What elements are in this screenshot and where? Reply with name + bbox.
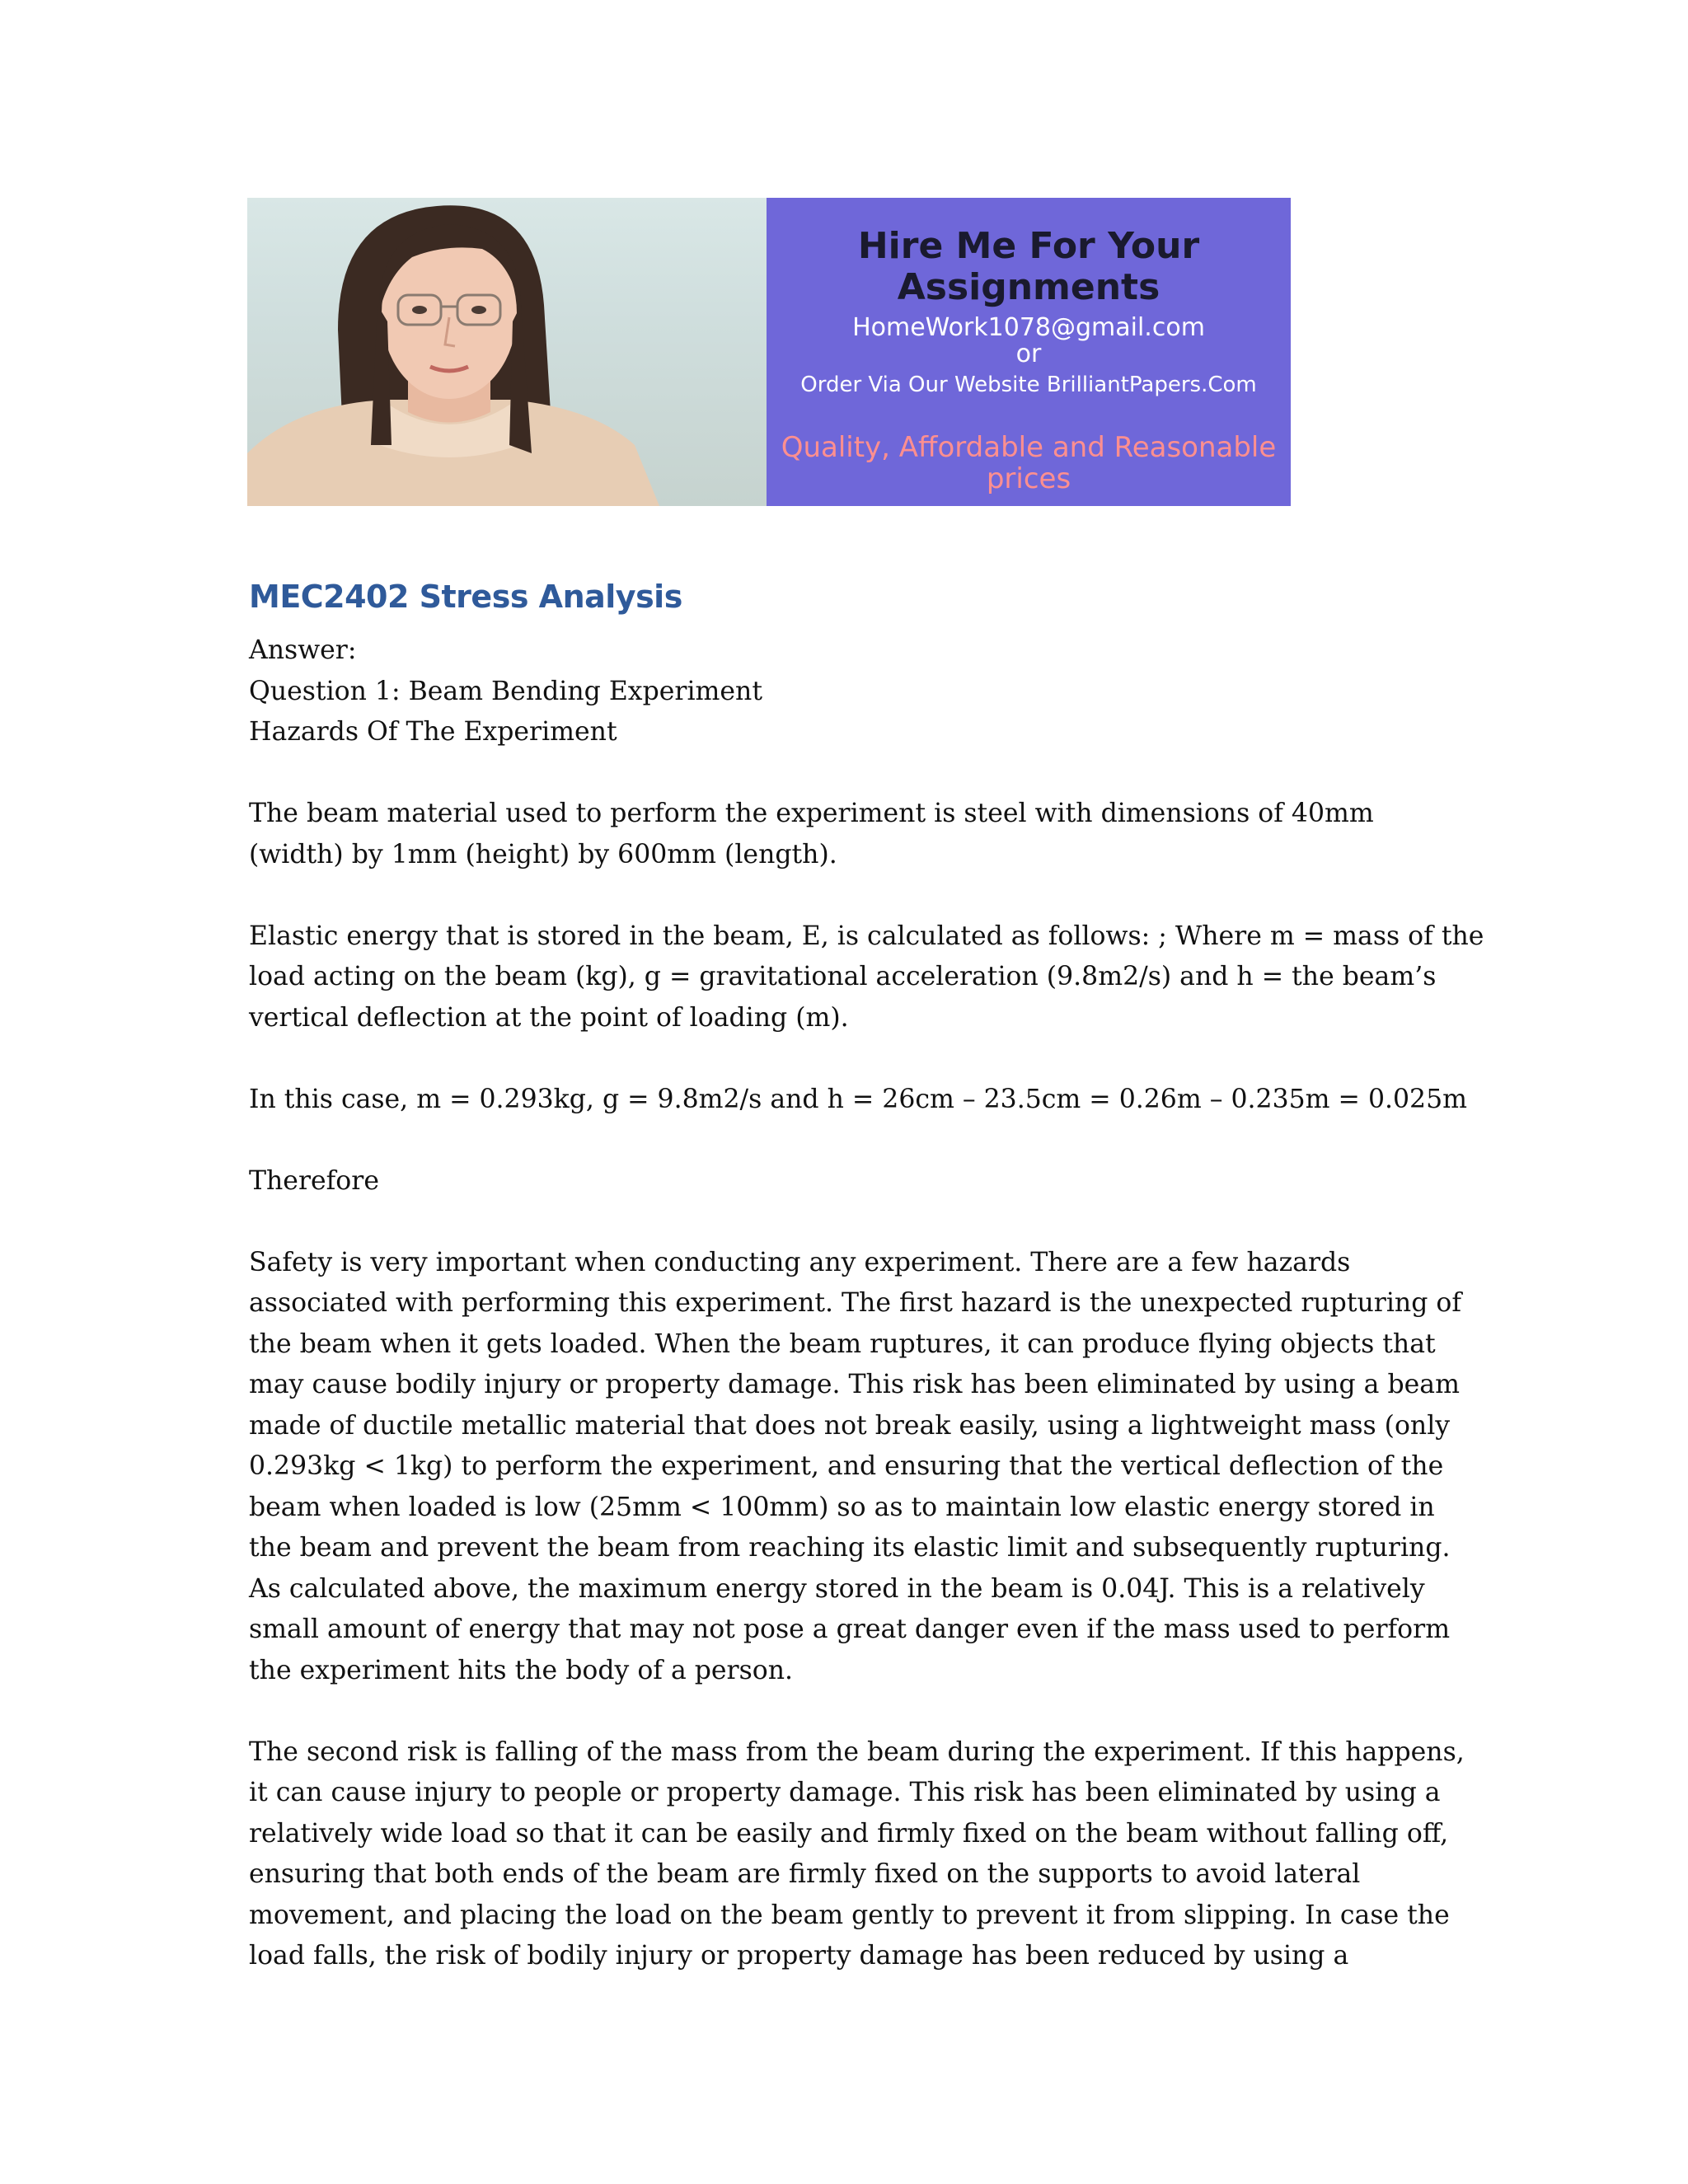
ad-or: or — [1015, 340, 1042, 368]
paragraph-beam-material: The beam material used to perform the experiment is steel with dimensions of 40mm (width) by 1mm (height) by 600mm (length). — [249, 799, 1374, 869]
ad-headline: Hire Me For Your Assignments — [857, 225, 1200, 308]
document-body — [249, 630, 1485, 1977]
ad-tagline: Quality, Affordable and Reasonable prices — [781, 431, 1277, 495]
answer-label: Answer: — [249, 635, 357, 665]
advertisement-text-panel — [767, 198, 1291, 506]
ad-email: HomeWork1078@gmail.com — [852, 313, 1205, 342]
woman-portrait-photo — [247, 198, 767, 506]
ad-order-website: Order Via Our Website BrilliantPapers.Com — [800, 373, 1257, 397]
paragraph-therefore: Therefore — [249, 1165, 379, 1196]
document-title: MEC2402 Stress Analysis — [249, 579, 682, 615]
paragraph-values: In this case, m = 0.293kg, g = 9.8m2/s and h = 26cm – 23.5cm = 0.26m – 0.235m = 0.025m — [249, 1084, 1468, 1114]
paragraph-safety-hazard-2: The second risk is falling of the mass from the beam during the experiment. If this happens, it can cause injury to people or property damage. This risk has been eliminated by using a relatively wide load so that it can be easily and firmly fixed on the beam without falling off, ensuring that both ends of the beam are firmly fixed on the supports to avoid lateral movement, and placing the load on the beam gently to prevent it from slipping. In case the load falls, the risk of bodily injury or property damage has been reduced by using a — [249, 1736, 1465, 1971]
question-heading: Question 1: Beam Bending Experiment — [249, 676, 762, 706]
paragraph-elastic-energy: Elastic energy that is stored in the beam, E, is calculated as follows: ; Where m = mass of the load acting on the beam (kg), g = gravitational acceleration (9.8m2/s) and h = the beam’s vertical deflection at the point of loading (m). — [249, 921, 1484, 1033]
section-heading: Hazards Of The Experiment — [249, 717, 617, 747]
portrait-illustration — [247, 198, 767, 506]
paragraph-safety-hazard-1: Safety is very important when conducting any experiment. There are a few hazards associated with performing this experiment. The first hazard is the unexpected rupturing of the beam when it gets loaded. When the beam ruptures, it can produce flying objects that may cause bodily injury or property damage. This risk has been eliminated by using a beam made of ductile metallic material that does not break easily, using a lightweight mass (only 0.293kg < 1kg) to perform the experiment, and ensuring that the vertical deflection of the beam when loaded is low (25mm < 100mm) so as to maintain low elastic energy stored in the beam and prevent the beam from reaching its elastic limit and subsequently rupturing. As calculated above, the maximum energy stored in the beam is 0.04J. This is a relatively small amount of energy that may not pose a great danger even if the mass used to perform the experiment hits the body of a person. — [249, 1247, 1461, 1685]
advertisement-banner — [247, 198, 1291, 506]
